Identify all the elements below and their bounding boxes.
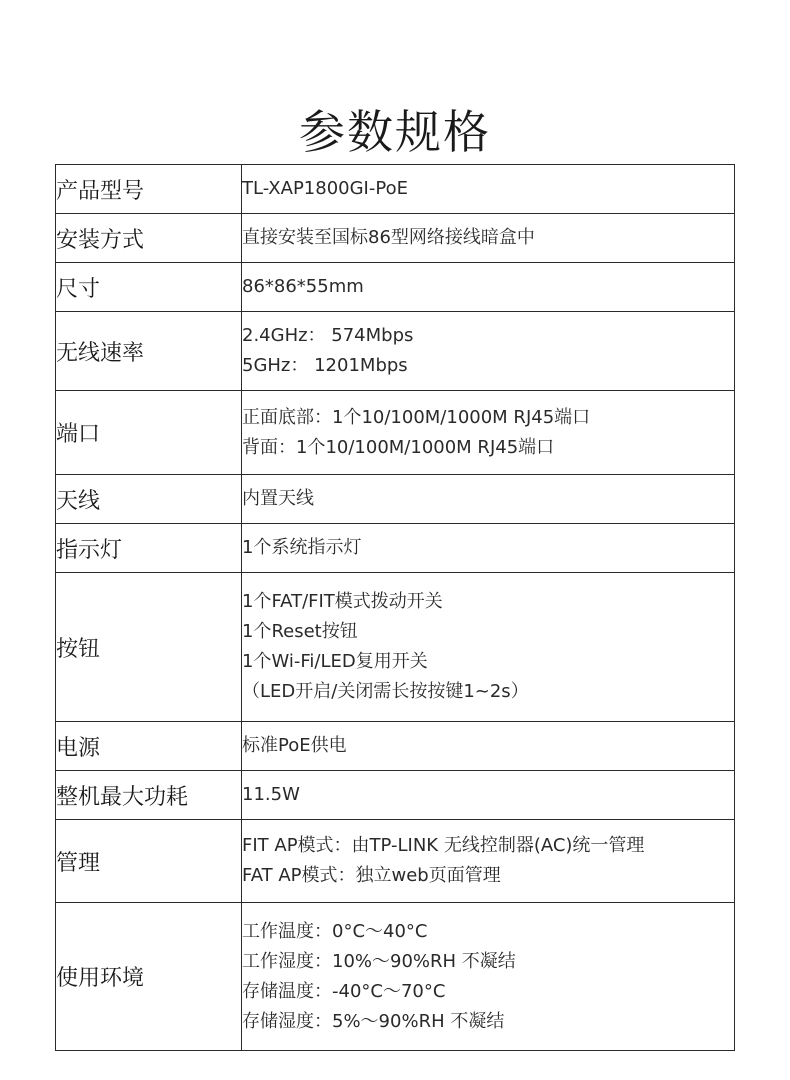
spec-value bbox=[242, 263, 735, 312]
spec-row-max-power bbox=[56, 771, 735, 820]
spec-row-antenna bbox=[56, 475, 735, 524]
spec-label: 按钮 bbox=[56, 573, 242, 722]
spec-value-line: TL-XAP1800GI-PoE bbox=[242, 178, 408, 199]
spec-label: 整机最大功耗 bbox=[56, 771, 242, 820]
spec-value bbox=[242, 214, 735, 263]
spec-label: 天线 bbox=[56, 475, 242, 524]
spec-value bbox=[242, 475, 735, 524]
spec-row-indicator bbox=[56, 524, 735, 573]
spec-row-wireless-rate bbox=[56, 312, 735, 391]
spec-value-line: 工作温度：0°C～40°C bbox=[242, 920, 428, 942]
spec-value bbox=[242, 903, 735, 1051]
spec-value-line: 标准PoE供电 bbox=[242, 735, 347, 756]
spec-label: 安装方式 bbox=[56, 214, 242, 263]
spec-row-buttons bbox=[56, 573, 735, 722]
spec-label: 无线速率 bbox=[56, 312, 242, 391]
spec-value-line: 直接安装至国标86型网络接线暗盒中 bbox=[242, 227, 535, 248]
spec-label: 尺寸 bbox=[56, 263, 242, 312]
spec-value-line: 1个系统指示灯 bbox=[242, 537, 362, 558]
spec-value-line: 86*86*55mm bbox=[242, 276, 364, 297]
page-title: 参数规格 bbox=[299, 104, 491, 159]
spec-value-line: 1个Wi-Fi/LED复用开关 bbox=[242, 651, 428, 672]
spec-value-line: 11.5W bbox=[242, 784, 300, 805]
spec-row-management bbox=[56, 820, 735, 903]
spec-value bbox=[242, 771, 735, 820]
spec-value bbox=[242, 524, 735, 573]
spec-label: 电源 bbox=[56, 722, 242, 771]
spec-table bbox=[55, 164, 735, 1051]
spec-row-installation bbox=[56, 214, 735, 263]
spec-value-line: 背面：1个10/100M/1000M RJ45端口 bbox=[242, 436, 555, 458]
spec-row-model bbox=[56, 165, 735, 214]
spec-value-line: 2.4GHz： 574Mbps bbox=[242, 325, 414, 346]
spec-value-line: 存储温度：-40°C～70°C bbox=[242, 980, 446, 1002]
spec-value bbox=[242, 165, 735, 214]
spec-value-line: 1个Reset按钮 bbox=[242, 621, 358, 642]
spec-value-line: 内置天线 bbox=[242, 488, 314, 509]
spec-value bbox=[242, 312, 735, 391]
spec-value bbox=[242, 722, 735, 771]
spec-row-environment bbox=[56, 903, 735, 1051]
spec-value-line: 工作湿度：10%～90%RH 不凝结 bbox=[242, 950, 516, 972]
spec-value-line: 1个FAT/FIT模式拨动开关 bbox=[242, 591, 443, 612]
spec-label: 管理 bbox=[56, 820, 242, 903]
spec-value-line: FIT AP模式：由TP-LINK 无线控制器(AC)统一管理 bbox=[242, 835, 645, 856]
spec-value bbox=[242, 820, 735, 903]
spec-value bbox=[242, 573, 735, 722]
spec-value-line: 存储湿度：5%～90%RH 不凝结 bbox=[242, 1010, 505, 1032]
spec-value-line: 正面底部：1个10/100M/1000M RJ45端口 bbox=[242, 406, 591, 428]
spec-value-line: 5GHz： 1201Mbps bbox=[242, 355, 408, 376]
spec-row-power bbox=[56, 722, 735, 771]
spec-value-line: FAT AP模式：独立web页面管理 bbox=[242, 865, 501, 886]
spec-label: 使用环境 bbox=[56, 903, 242, 1051]
spec-value bbox=[242, 391, 735, 475]
spec-value-line: （LED开启/关闭需长按按键1~2s） bbox=[242, 681, 529, 702]
spec-label: 端口 bbox=[56, 391, 242, 475]
spec-row-dimensions bbox=[56, 263, 735, 312]
spec-label: 指示灯 bbox=[56, 524, 242, 573]
spec-label: 产品型号 bbox=[56, 165, 242, 214]
spec-row-ports bbox=[56, 391, 735, 475]
